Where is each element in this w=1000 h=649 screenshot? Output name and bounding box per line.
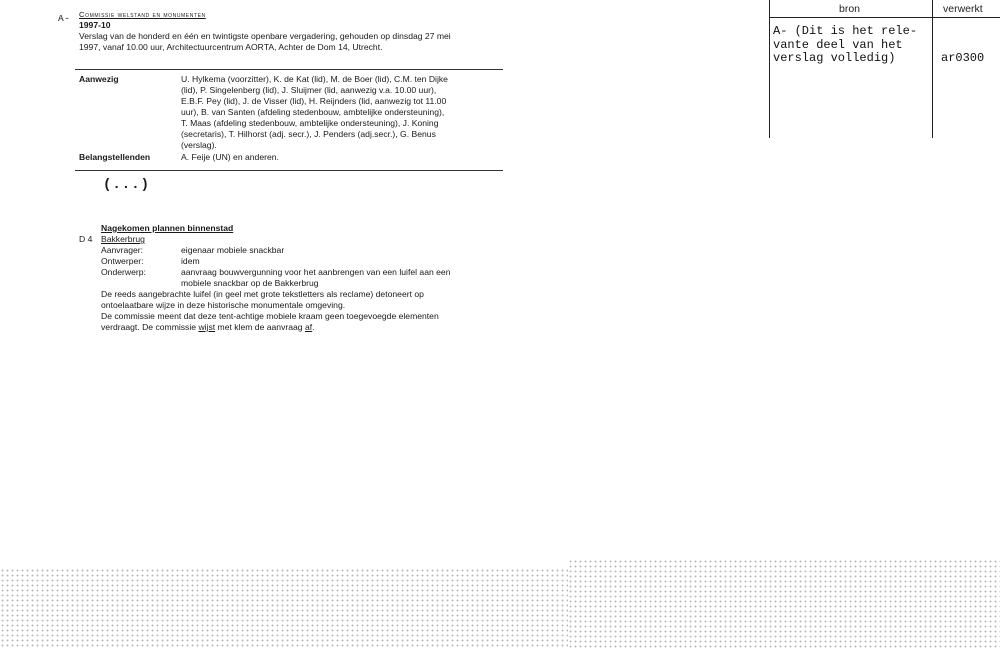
section-title: Nagekomen plannen binnenstad (101, 223, 234, 233)
present-line: uur), B. van Santen (afdeling stedenbouw, ambtelijke ondersteuning), (181, 107, 445, 117)
source-note-line: A- (Dit is het rele- (773, 24, 918, 38)
column-header-processed: verwerkt (943, 3, 983, 15)
final-text-start: verdraagt. De commissie (101, 322, 199, 332)
present-label: Aanwezig (79, 74, 119, 84)
present-line: (lid), P. Singelenberg (lid), J. Sluijmer (lid, aanwezig v.a. 10.00 uur), (181, 85, 437, 95)
panel-left-border (769, 0, 770, 138)
margin-marker: A- (58, 13, 71, 24)
field-label-designer: Ontwerper: (101, 256, 144, 266)
final-text-mid: met klem de aanvraag (215, 322, 305, 332)
bottom-divider (75, 170, 503, 171)
source-note-line: verslag volledig) (773, 51, 896, 65)
body-line: ontoelaatbare wijze in deze historische monumentale omgeving. (101, 300, 346, 310)
document-page (0, 0, 560, 360)
panel-header-rule (769, 17, 1000, 18)
dotted-scan-texture (0, 568, 568, 649)
committee-title: Commissie welstand en monumenten (79, 10, 206, 19)
body-line: De commissie meent dat deze tent-achtige mobiele kraam geen toegevoegde elementen (101, 311, 439, 321)
meeting-number: 1997-10 (79, 20, 111, 30)
omission-ellipsis: (...) (103, 177, 151, 193)
field-label-applicant: Aanvrager: (101, 245, 144, 255)
item-title: Bakkerbrug (101, 234, 145, 244)
panel-column-divider (932, 0, 933, 138)
present-line: U. Hylkema (voorzitter), K. de Kat (lid), M. de Boer (lid), C.M. ten Dijke (181, 74, 448, 84)
column-header-source: bron (839, 3, 861, 15)
field-value-applicant: eigenaar mobiele snackbar (181, 245, 285, 255)
present-line: (secretaris), T. Hilhorst (adj. secr.), J. Penders (adj.secr.), G. Benus (181, 129, 436, 139)
final-text-end: . (312, 322, 315, 332)
body-line: De reeds aangebrachte luifel (in geel met grote tekstletters als reclame) detoneert op (101, 289, 424, 299)
stakeholders-value: A. Feije (UN) en anderen. (181, 152, 279, 162)
intro-line: 1997, vanaf 10.00 uur, Architectuurcentrum AORTA, Achter de Dom 14, Utrecht. (79, 42, 383, 52)
underlined-word-rejects: wijst (198, 322, 216, 332)
intro-line: Verslag van de honderd en één en twintigste openbare vergadering, gehouden op dinsdag 27 mei (79, 31, 451, 41)
body-line-final (101, 322, 315, 333)
item-code: D 4 (79, 234, 93, 244)
field-value-designer: idem (181, 256, 200, 266)
reference-code: ar0300 (941, 51, 985, 65)
archive-side-panel (769, 0, 1000, 138)
field-value-subject: aanvraag bouwvergunning voor het aanbrengen van een luifel aan een (181, 267, 451, 277)
dotted-scan-texture (568, 559, 1000, 649)
field-label-subject: Onderwerp: (101, 267, 146, 277)
source-note-line: vante deel van het (773, 37, 903, 52)
present-line: T. Maas (afdeling stedenbouw, ambtelijke ondersteuning), J. Koning (181, 118, 439, 128)
present-line: E.B.F. Pey (lid), J. de Visser (lid), H. Reijnders (lid, aanwezig tot 11.00 (181, 96, 447, 106)
present-line: (verslag). (181, 140, 217, 150)
underlined-word-off: af (304, 322, 313, 332)
top-divider (75, 69, 503, 70)
subject-continuation: mobiele snackbar op de Bakkerbrug (181, 278, 319, 288)
stakeholders-label: Belangstellenden (79, 152, 151, 162)
